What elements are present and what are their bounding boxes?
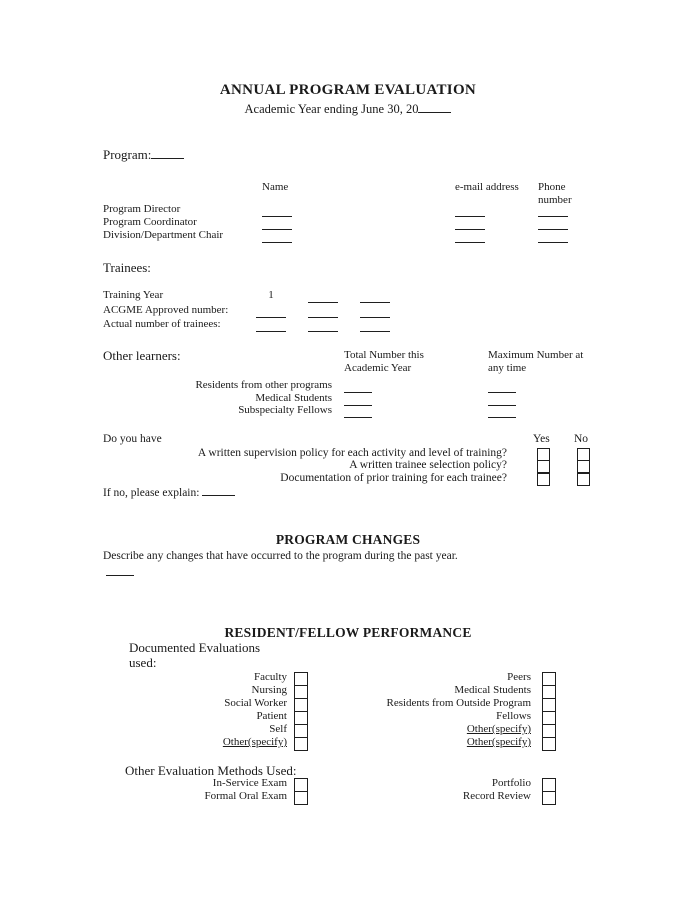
acgme-approved-2-field[interactable] [308,305,338,318]
other-specify-left-label[interactable]: Other(specify) [222,736,287,748]
program-name-field[interactable] [151,147,184,159]
patient-label: Patient [256,710,287,722]
subspecialty-fellows-label: Subspecialty Fellows [238,404,332,416]
portfolio-label: Portfolio [491,777,531,789]
phone-column-header-line2: number [538,194,572,206]
program-changes-field[interactable] [106,563,134,576]
chair-email-field[interactable] [455,230,485,243]
peers-label: Peers [507,671,531,683]
prior-training-no-checkbox[interactable] [577,473,590,486]
medical-students-label: Medical Students [255,392,332,404]
trainee-selection-no-checkbox[interactable] [577,460,590,473]
yes-column-header: Yes [533,433,550,445]
program-coordinator-label: Program Coordinator [103,216,197,228]
no-column-header: No [574,433,589,445]
max-number-header-line1: Maximum Number at [488,349,584,361]
medical-students-eval-label: Medical Students [454,684,531,696]
coordinator-name-field[interactable] [262,217,292,230]
outside-residents-label: Residents from Outside Program [386,697,531,709]
training-year-label: Training Year [103,289,164,301]
acgme-approved-3-field[interactable] [360,305,390,318]
performance-heading: RESIDENT/FELLOW PERFORMANCE [224,625,472,640]
other-specify-right2-checkbox[interactable] [542,737,556,751]
in-service-exam-label: In-Service Exam [212,777,287,789]
outside-residents-checkbox[interactable] [542,698,556,712]
director-email-field[interactable] [455,204,485,217]
fellows-label: Fellows [496,710,531,722]
prior-training-question: Documentation of prior training for each trainee? [280,472,507,484]
program-director-label: Program Director [103,203,181,215]
training-year-value: 1 [268,289,274,301]
email-column-header: e-mail address [455,181,519,193]
program-changes-description: Describe any changes that have occurred to the program during the past year. [103,550,458,562]
subspecialty-fellows-total-field[interactable] [344,405,372,418]
other-specify-right1-checkbox[interactable] [542,724,556,738]
trainee-selection-yes-checkbox[interactable] [537,460,550,473]
actual-trainees-label: Actual number of trainees: [103,318,221,330]
director-phone-field[interactable] [538,204,568,217]
actual-trainees-3-field[interactable] [360,319,390,332]
training-year-2-field[interactable] [308,290,338,303]
portfolio-checkbox[interactable] [542,778,556,792]
department-chair-label: Division/Department Chair [103,229,224,241]
max-number-header-line2: any time [488,362,527,374]
record-review-checkbox[interactable] [542,791,556,805]
program-changes-heading: PROGRAM CHANGES [275,532,421,547]
program-label: Program: [103,147,152,162]
self-label: Self [269,723,287,735]
formal-oral-exam-label: Formal Oral Exam [204,790,287,802]
acgme-approved-label: ACGME Approved number: [103,304,229,316]
prior-training-yes-checkbox[interactable] [537,473,550,486]
faculty-label: Faculty [254,671,287,683]
explain-label: If no, please explain: [103,487,200,499]
chair-phone-field[interactable] [538,230,568,243]
name-column-header: Name [262,181,289,193]
other-specify-right1-label[interactable]: Other(specify) [466,723,531,735]
other-methods-label: Other Evaluation Methods Used: [125,763,297,778]
acgme-approved-1-field[interactable] [256,305,286,318]
total-number-header-line1: Total Number this [344,349,424,361]
total-number-header-line2: Academic Year [344,362,412,374]
documented-evaluations-label-line2: used: [129,655,157,670]
explain-field[interactable] [202,484,235,496]
other-residents-label: Residents from other programs [195,379,332,391]
peers-checkbox[interactable] [542,672,556,686]
do-you-have-label: Do you have [103,433,162,445]
documented-evaluations-label-line1: Documented Evaluations [129,640,261,655]
fellows-checkbox[interactable] [542,711,556,725]
director-name-field[interactable] [262,204,292,217]
other-residents-max-field[interactable] [488,380,516,393]
phone-column-header-line1: Phone [538,181,566,193]
other-residents-total-field[interactable] [344,380,372,393]
supervision-policy-question: A written supervision policy for each activity and level of training? [197,447,507,459]
academic-year-field[interactable] [418,101,451,113]
coordinator-email-field[interactable] [455,217,485,230]
nursing-label: Nursing [251,684,287,696]
subtitle [0,101,696,117]
subtitle-text: Academic Year ending June 30, 20 [244,102,419,116]
subspecialty-fellows-max-field[interactable] [488,405,516,418]
chair-name-field[interactable] [262,230,292,243]
trainees-section-label: Trainees: [103,260,151,275]
other-learners-section-label: Other learners: [103,348,181,363]
actual-trainees-1-field[interactable] [256,319,286,332]
trainee-selection-question: A written trainee selection policy? [349,459,507,471]
program-line [103,147,184,162]
social-worker-label: Social Worker [224,697,287,709]
coordinator-phone-field[interactable] [538,217,568,230]
record-review-label: Record Review [462,790,531,802]
explain-line [103,484,235,500]
other-specify-right2-label[interactable]: Other(specify) [466,736,531,748]
actual-trainees-2-field[interactable] [308,319,338,332]
page-title: ANNUAL PROGRAM EVALUATION [219,82,477,98]
training-year-3-field[interactable] [360,290,390,303]
medical-students-eval-checkbox[interactable] [542,685,556,699]
